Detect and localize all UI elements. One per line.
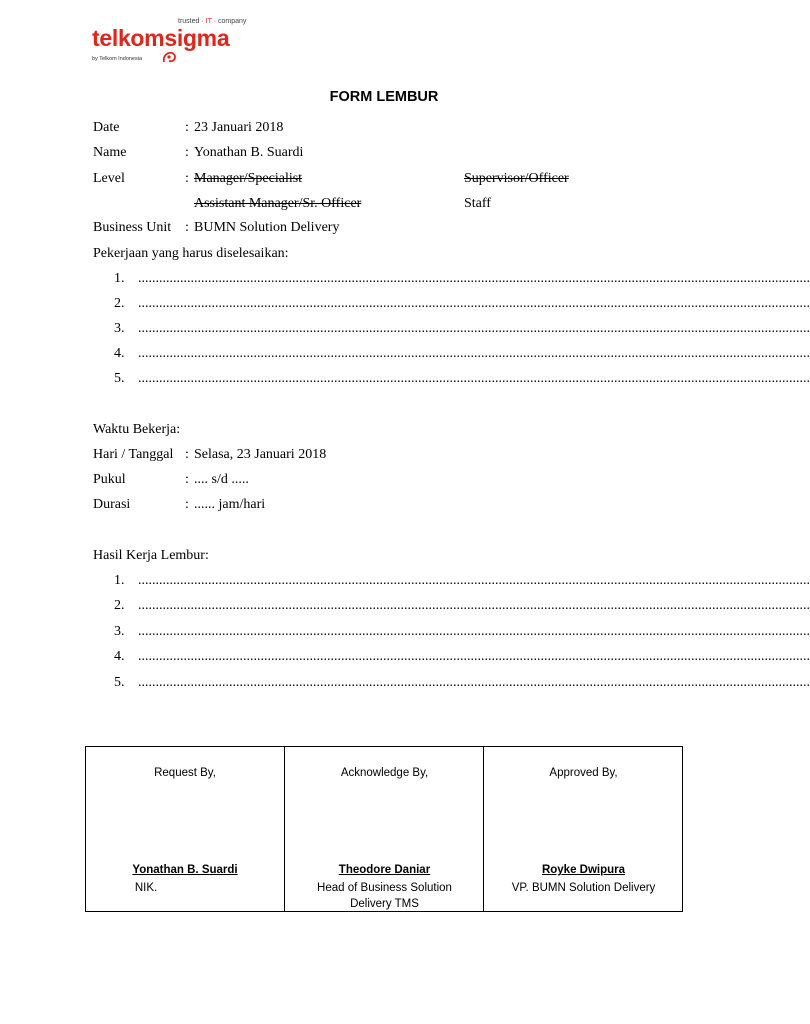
day-date-value: Selasa, 23 Januari 2018	[194, 447, 327, 462]
telkom-hand-icon	[162, 51, 176, 64]
work-time-heading: Waktu Bekerja:	[93, 422, 181, 437]
form-title: FORM LEMBUR	[329, 89, 439, 105]
name-value: Yonathan B. Suardi	[194, 145, 304, 160]
field-name: Name : Yonathan B. Suardi	[93, 145, 304, 160]
level-option-supervisor: Supervisor/Officer	[464, 171, 569, 186]
tasks-heading: Pekerjaan yang harus diselesaikan:	[93, 246, 289, 261]
result-line: 5. ................................................................................................................................................................................................	[114, 675, 810, 690]
signature-cell-acknowledge: Acknowledge By, Theodore Daniar Head of Business Solution Delivery TMS	[284, 747, 484, 911]
requester-name: Yonathan B. Suardi	[132, 864, 238, 876]
date-value: 23 Januari 2018	[194, 120, 284, 135]
signature-cell-approve: Approved By, Royke Dwipura VP. BUMN Solution Delivery	[483, 747, 683, 911]
task-line: 4. ................................................................................................................................................................................................	[114, 346, 810, 361]
task-line: 5. ................................................................................................................................................................................................	[114, 371, 810, 386]
signature-cell-request: Request By, Yonathan B. Suardi NIK.	[86, 747, 284, 911]
acknowledger-name: Theodore Daniar	[338, 864, 431, 876]
result-line: 3. ................................................................................................................................................................................................	[114, 624, 810, 639]
result-line: 1. ................................................................................................................................................................................................	[114, 573, 810, 588]
requester-position: NIK.	[134, 882, 158, 894]
task-line: 3. ................................................................................................................................................................................................	[114, 321, 810, 336]
field-level: Level : Manager/Specialist Supervisor/Officer Assistant Manager/Sr. Officer Staff	[93, 171, 569, 211]
business-unit-value: BUMN Solution Delivery	[194, 220, 340, 235]
duration-value: ...... jam/hari	[194, 497, 266, 512]
field-time: Pukul : .... s/d .....	[93, 472, 249, 487]
approver-position: VP. BUMN Solution Delivery	[511, 882, 656, 894]
logo-subtitle: by Telkom Indonesia	[92, 56, 143, 62]
level-option-staff: Staff	[464, 196, 491, 211]
result-line: 4. ................................................................................................................................................................................................	[114, 649, 810, 664]
results-heading: Hasil Kerja Lembur:	[93, 548, 209, 563]
task-line: 1. ................................................................................................................................................................................................	[114, 271, 810, 286]
logo-tagline: trusted · IT · company	[178, 18, 247, 25]
result-line: 2. ................................................................................................................................................................................................	[114, 598, 810, 613]
signature-table	[85, 746, 683, 912]
field-day-date: Hari / Tanggal : Selasa, 23 Januari 2018	[93, 447, 327, 462]
approver-name: Royke Dwipura	[541, 864, 626, 876]
field-duration: Durasi : ...... jam/hari	[93, 497, 266, 512]
field-business-unit: Business Unit : BUMN Solution Delivery	[93, 220, 340, 235]
level-option-assistant-manager: Assistant Manager/Sr. Officer	[194, 196, 362, 211]
level-option-manager: Manager/Specialist	[194, 171, 303, 186]
task-line: 2. ................................................................................................................................................................................................	[114, 296, 810, 311]
field-date: Date : 23 Januari 2018	[93, 120, 284, 135]
time-value: .... s/d .....	[194, 472, 249, 487]
logo-wordmark: telkomsigma	[92, 25, 230, 51]
company-logo	[92, 18, 292, 70]
acknowledger-position: Head of Business Solution Delivery TMS	[317, 882, 452, 910]
